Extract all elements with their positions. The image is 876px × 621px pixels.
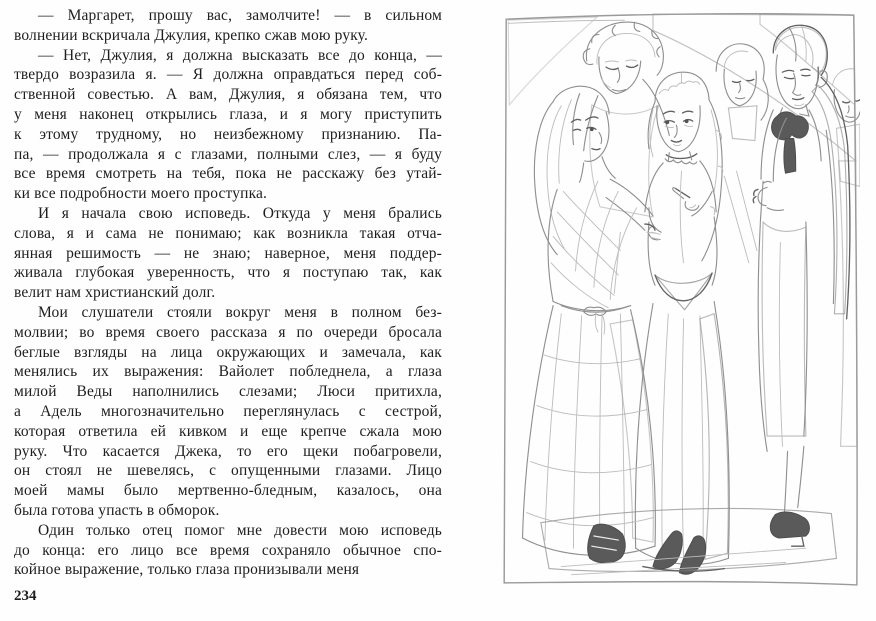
text-line: ственной совестью. А вам, Джулия, я обязана тем, что [14,86,442,104]
text-line: — Маргарет, прошу вас, замолчите! — в сильном [38,7,442,24]
text-line: руку. Что касается Джека, то его щеки побагровели, [14,442,442,460]
text-line: велит нам христианский долг. [14,284,216,302]
figure-older-woman [583,22,669,217]
text-line: койное выражение, только глаза пронизывали меня [14,561,360,579]
text-column [14,6,442,580]
text-line: волнении вскричала Джулия, крепко сжав мою руку. [14,26,369,44]
text-line: молвии; во время своего рассказа я по очереди бросала [14,323,442,341]
book-illustration [500,8,860,590]
text-line: моей мамы было мертвенно-бледным, казалось, она [14,482,442,500]
text-line: Мои слушатели стояли вокруг меня в полном без- [38,303,442,321]
text-line: живала глубокая уверенность, что я поступаю так, как [14,264,442,282]
text-line: все время смотреть на тебя, пока не расскажу без утай- [14,165,442,183]
text-line: он стоял не шевелясь, с опущенными глазами. Лицо [14,462,442,480]
text-line: твердо возразила я. — Я должна оправдаться перед соб- [14,66,442,84]
text-line: у меня наконец открылись глаза, и я могу приступить [14,105,442,123]
paragraph [14,521,442,580]
text-line: менялись их выражения: Вайолет побледнела, а глаза [14,363,442,381]
text-line: беглые взгляды на лица окружающих и замечала, как [14,343,442,361]
text-line: к этому трудному, но неизбежному признанию. Па- [14,125,442,143]
paragraph [14,303,442,521]
text-line: которая ответила ей кивком и еще крепче сжала мою [14,422,442,440]
paragraph [14,6,442,46]
text-line: была готова упасть в обморок. [14,501,220,519]
text-line: И я начала свою исповедь. Откуда у меня брались [38,204,442,222]
text-line: Один только отец помог мне довести мою исповедь [38,521,442,539]
text-line: милой Веды наполнились слезами; Люси притихла, [14,383,442,401]
text-line: слова, я и сама не понимаю; как возникла такая отча- [14,224,442,242]
text-line: ки все подробности моего проступка. [14,185,268,203]
text-line: — Нет, Джулия, я должна высказать все до конца, — [38,46,442,64]
text-line: янная решимость — не знаю; наверное, меня поддер- [14,244,442,262]
text-line: па, — продолжала я с глазами, полными слез, — я буду [14,145,442,163]
text-line: а Адель многозначительно переглянулась с сестрой, [14,402,442,420]
text-line: до конца: его лицо все время сохраняло обычное спо- [14,541,442,559]
paragraph [14,46,442,204]
paragraph [14,204,442,303]
page-number: 234 [14,588,37,604]
figure-background-face [716,44,768,141]
pencil-sketch-drawing [500,8,860,590]
